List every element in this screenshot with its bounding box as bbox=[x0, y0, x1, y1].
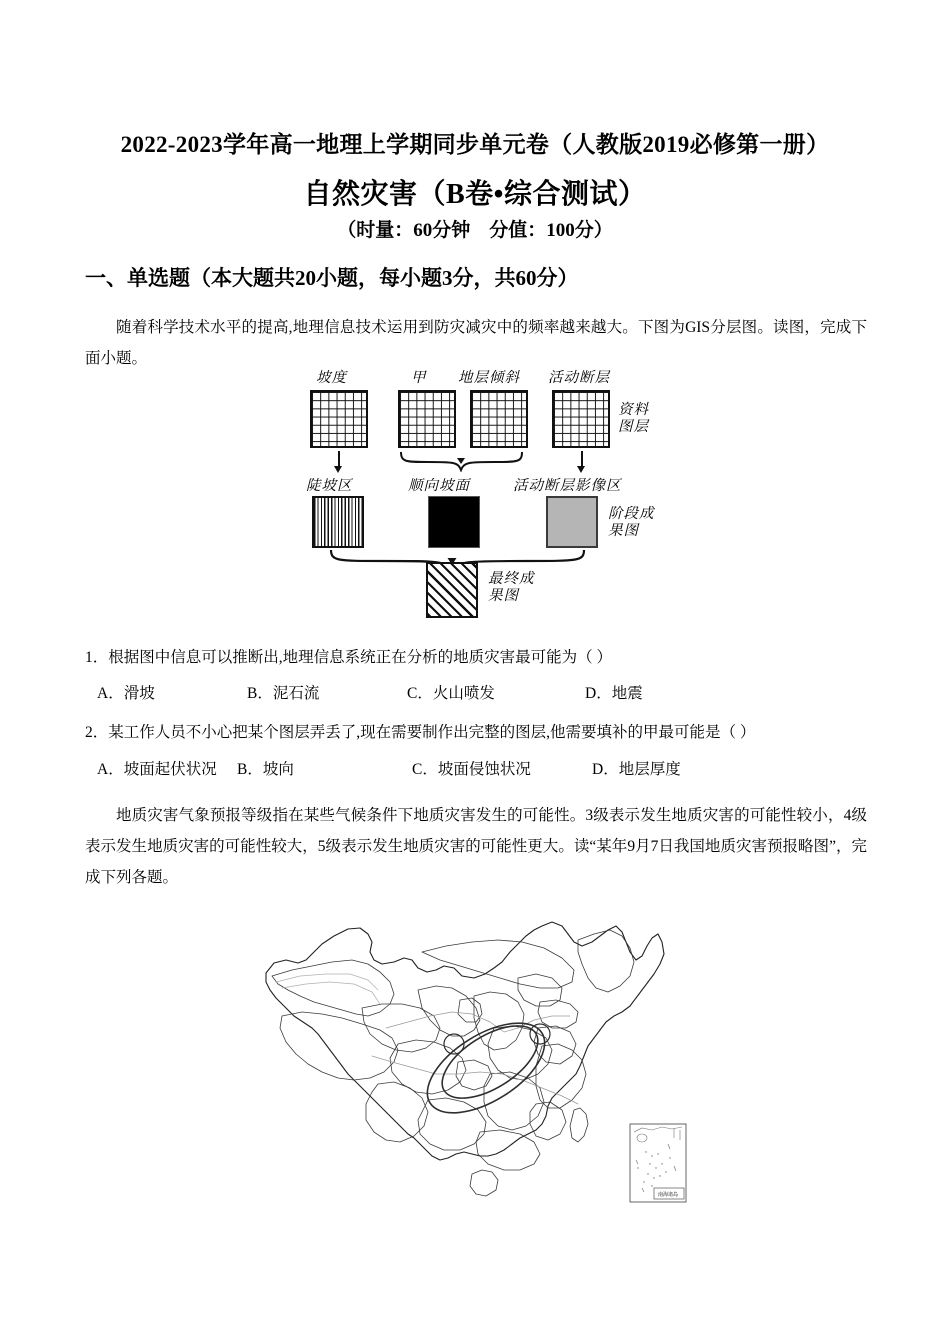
question-1-option-b[interactable]: B．泥石流 bbox=[247, 685, 320, 702]
question-1-stem: 1．根据图中信息可以推断出,地理信息系统正在分析的地质灾害最可能为（ ） bbox=[85, 649, 613, 666]
gis-label-strata-tilt: 地层倾斜 bbox=[458, 370, 520, 386]
gis-box-fault-image-zone bbox=[546, 496, 598, 548]
question-2-stem: 2．某工作人员不小心把某个图层弄丢了,现在需要制作出完整的图层,他需要填补的甲最可能是（ ） bbox=[85, 724, 756, 741]
document-title: 2022-2023学年高一地理上学期同步单元卷（人教版2019必修第一册） bbox=[120, 132, 830, 157]
gis-side-label-stage-result-line2: 果图 bbox=[608, 523, 639, 539]
gis-label-fault-image-zone: 活动断层影像区 bbox=[513, 478, 622, 494]
question-2-option-a[interactable]: A．坡面起伏状况 bbox=[97, 761, 217, 778]
province-border-chongqing bbox=[456, 1060, 492, 1090]
section-heading: 一、单选题（本大题共20小题，每小题3分，共60分） bbox=[85, 266, 579, 290]
province-border-gansu bbox=[418, 986, 480, 1036]
gis-side-label-final-result bbox=[488, 571, 535, 605]
gis-box-dip-slope bbox=[428, 496, 480, 548]
province-border-hebei-beijing bbox=[518, 974, 562, 1006]
province-border-taiwan bbox=[570, 1108, 588, 1142]
province-border-guangdong bbox=[476, 1130, 540, 1170]
china-national-border bbox=[266, 922, 664, 1160]
gis-side-label-source-layers-line1: 资料 bbox=[618, 402, 649, 418]
gis-brace-top bbox=[398, 450, 528, 472]
question-2-options bbox=[97, 757, 681, 779]
province-border-inner-mongolia bbox=[422, 940, 574, 988]
gis-grid-strata-tilt bbox=[470, 390, 528, 448]
gis-layer-diagram bbox=[298, 366, 658, 621]
gis-grid-slope bbox=[310, 390, 368, 448]
gis-side-label-source-layers-line2: 图层 bbox=[618, 419, 649, 435]
document-meta: （时量：60分钟 分值：100分） bbox=[337, 220, 613, 241]
question-1-option-d[interactable]: D．地震 bbox=[585, 685, 643, 702]
gis-label-jia: 甲 bbox=[411, 370, 427, 386]
gis-side-label-final-result-line2: 果图 bbox=[488, 588, 519, 604]
passage-paragraph-1: 随着科学技术水平的提高,地理信息技术运用到防灾减灾中的频率越来越大。下图为GIS分层图。读图，完成下面小题。 bbox=[85, 319, 867, 367]
province-border-hainan bbox=[470, 1170, 498, 1196]
province-border-tibet bbox=[280, 1012, 398, 1080]
province-border-northeast bbox=[578, 930, 634, 992]
forecast-ellipse-inner bbox=[430, 1011, 549, 1112]
inner-dashed-boundary bbox=[282, 982, 380, 1004]
south-china-sea-inset-label: 南海诸岛 bbox=[658, 1193, 679, 1198]
gis-label-slope: 坡度 bbox=[316, 370, 347, 386]
china-geological-hazard-forecast-map bbox=[222, 916, 712, 1216]
gis-arrow-slope-head bbox=[334, 466, 342, 473]
forecast-circle-east bbox=[530, 1024, 550, 1044]
gis-side-label-stage-result-line1: 阶段成 bbox=[608, 506, 655, 522]
question-2-option-b[interactable]: B．坡向 bbox=[237, 761, 294, 778]
province-border-shaanxi-shanxi bbox=[474, 992, 524, 1050]
china-map-svg bbox=[222, 916, 712, 1216]
gis-label-steep-slope-zone: 陡坡区 bbox=[306, 478, 353, 494]
gis-label-dip-slope: 顺向坡面 bbox=[408, 478, 470, 494]
province-border-yunnan bbox=[366, 1082, 428, 1142]
question-2-option-c[interactable]: C．坡面侵蚀状况 bbox=[412, 761, 531, 778]
province-border-hunan-jiangxi bbox=[484, 1072, 544, 1130]
passage-paragraph-2: 地质灾害气象预报等级指在某些气候条件下地质灾害发生的可能性。3级表示发生地质灾害的可能性较小，4级表示发生地质灾害的可能性较大，5级表示发生地质灾害的可能性更大。读“某年9月7日我国地质灾害预报略图”，完成下列各题。 bbox=[85, 807, 867, 886]
question-1-option-a[interactable]: A．滑坡 bbox=[97, 685, 155, 702]
gis-side-label-stage-result bbox=[608, 506, 655, 540]
question-1-option-c[interactable]: C．火山喷发 bbox=[407, 685, 495, 702]
province-border-ningxia bbox=[458, 998, 482, 1022]
gis-grid-active-fault bbox=[552, 390, 610, 448]
gis-side-label-final-result-line1: 最终成 bbox=[488, 571, 535, 587]
gis-side-label-source-layers bbox=[618, 402, 649, 436]
question-2-option-d[interactable]: D．地层厚度 bbox=[592, 761, 681, 778]
gis-box-final-result bbox=[426, 562, 478, 618]
province-border-shandong bbox=[538, 1000, 578, 1028]
gis-arrow-fault-head bbox=[577, 466, 585, 473]
gis-box-steep-slope-zone bbox=[312, 496, 364, 548]
document-subtitle: 自然灾害（B卷•综合测试） bbox=[303, 179, 647, 210]
gis-label-active-fault: 活动断层 bbox=[548, 370, 610, 386]
gis-grid-jia bbox=[398, 390, 456, 448]
question-1-options bbox=[97, 681, 643, 703]
